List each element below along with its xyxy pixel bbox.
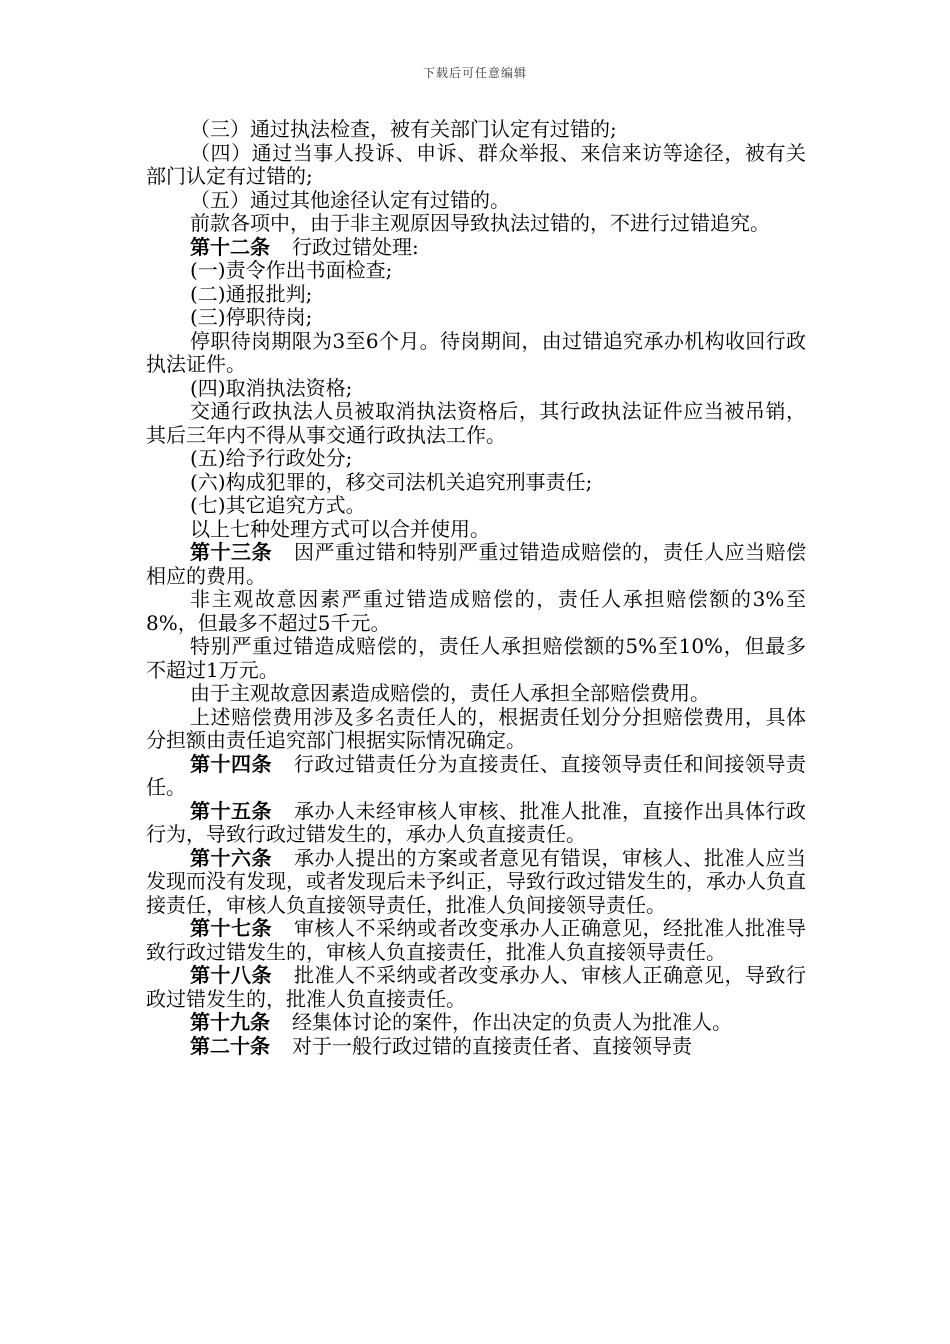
paragraph-text: 经集体讨论的案件，作出决定的负责人为批准人。 (292, 1010, 732, 1034)
paragraph-text: 行政过错责任分为直接责任、直接领导责任和间接领导责任。 (146, 751, 806, 799)
paragraph (146, 212, 806, 236)
paragraph (146, 283, 806, 307)
paragraph-text: （四）通过当事人投诉、申诉、群众举报、来信来访等途径，被有关部门认定有过错的; (146, 140, 806, 188)
paragraph-text: (四)取消执法资格; (190, 375, 353, 400)
paragraph-text: 因严重过错和特别严重过错造成赔偿的，责任人应当赔偿相应的费用。 (146, 540, 806, 588)
paragraph-text: (七)其它追究方式。 (190, 493, 366, 517)
paragraph (146, 118, 806, 142)
article-paragraph (146, 964, 806, 1011)
paragraph-text: 承办人提出的方案或者意见有错误，审核人、批准人应当发现而没有发现，或者发现后未予纠正，导致行政过错发生的，承办人负直接责任，审核人负直接领导责任，批准人负间接领导责任。 (146, 845, 806, 917)
paragraph (146, 494, 806, 518)
paragraph (146, 518, 806, 542)
paragraph-text: 行政过错处理: (292, 234, 419, 259)
article-number: 第十二条 (190, 234, 270, 259)
article-number: 第十三条 (190, 540, 272, 564)
article-paragraph (146, 847, 806, 918)
article-number: 第十七条 (190, 916, 272, 940)
paragraph (146, 447, 806, 471)
article-number: 第十六条 (190, 845, 272, 870)
paragraph (146, 471, 806, 495)
article-number: 第十四条 (190, 751, 272, 776)
paragraph-text: 非主观故意因素严重过错造成赔偿的，责任人承担赔偿额的3%至8%，但最多不超过5千元。 (146, 587, 806, 635)
document-body (146, 118, 806, 1058)
page-header: 下载后可任意编辑 (422, 66, 527, 80)
paragraph-text: 承办人未经审核人审核、批准人批准，直接作出具体行政行为，导致行政过错发生的，承办人负直接责任。 (146, 798, 806, 846)
paragraph (146, 259, 806, 283)
paragraph-text: 上述赔偿费用涉及多名责任人的，根据责任划分分担赔偿费用，具体分担额由责任追究部门根据实际情况确定。 (146, 704, 806, 752)
article-paragraph (146, 1035, 806, 1059)
paragraph (146, 682, 806, 706)
paragraph-text: (三)停职待岗; (190, 305, 313, 329)
paragraph-text: 批准人不采纳或者改变承办人、审核人正确意见，导致行政过错发生的，批准人负直接责任。 (146, 963, 806, 1011)
article-paragraph (146, 917, 806, 964)
paragraph-text: 特别严重过错造成赔偿的，责任人承担赔偿额的5%至10%，但最多不超过1万元。 (146, 634, 806, 682)
paragraph (146, 142, 806, 189)
paragraph (146, 189, 806, 213)
paragraph (146, 706, 806, 753)
paragraph (146, 377, 806, 401)
article-paragraph (146, 800, 806, 847)
article-paragraph (146, 541, 806, 588)
paragraph (146, 400, 806, 447)
paragraph-text: （五）通过其他途径认定有过错的。 (190, 187, 510, 212)
paragraph-text: 停职待岗期限为3至6个月。待岗期间，由过错追究承办机构收回行政执法证件。 (146, 328, 806, 376)
article-number: 第十五条 (190, 798, 272, 823)
article-paragraph (146, 753, 806, 800)
article-number: 第十九条 (190, 1010, 270, 1034)
paragraph (146, 588, 806, 635)
paragraph-text: 以上七种处理方式可以合并使用。 (190, 516, 490, 541)
paragraph-text: 审核人不采纳或者改变承办人正确意见，经批准人批准导致行政过错发生的，审核人负直接责任，批准人负直接领导责任。 (146, 916, 806, 964)
paragraph-text: (一)责令作出书面检查; (190, 258, 393, 282)
article-paragraph (146, 236, 806, 260)
paragraph-text: (六)构成犯罪的，移交司法机关追究刑事责任; (190, 469, 593, 494)
paragraph (146, 635, 806, 682)
paragraph (146, 330, 806, 377)
paragraph-text: 前款各项中，由于非主观原因导致执法过错的，不进行过错追究。 (190, 211, 770, 235)
paragraph-text: （三）通过执法检查，被有关部门认定有过错的; (190, 117, 617, 141)
paragraph (146, 306, 806, 330)
paragraph-text: 交通行政执法人员被取消执法资格后，其行政执法证件应当被吊销，其后三年内不得从事交通行政执法工作。 (146, 399, 806, 447)
paragraph-text: (五)给予行政处分; (190, 446, 353, 470)
paragraph-text: (二)通报批判; (190, 281, 313, 306)
article-number: 第十八条 (190, 963, 272, 987)
article-number: 第二十条 (190, 1033, 270, 1058)
paragraph-text: 由于主观故意因素造成赔偿的，责任人承担全部赔偿费用。 (190, 681, 710, 705)
article-paragraph (146, 1011, 806, 1035)
paragraph-text: 对于一般行政过错的直接责任者、直接领导责 (292, 1033, 692, 1058)
